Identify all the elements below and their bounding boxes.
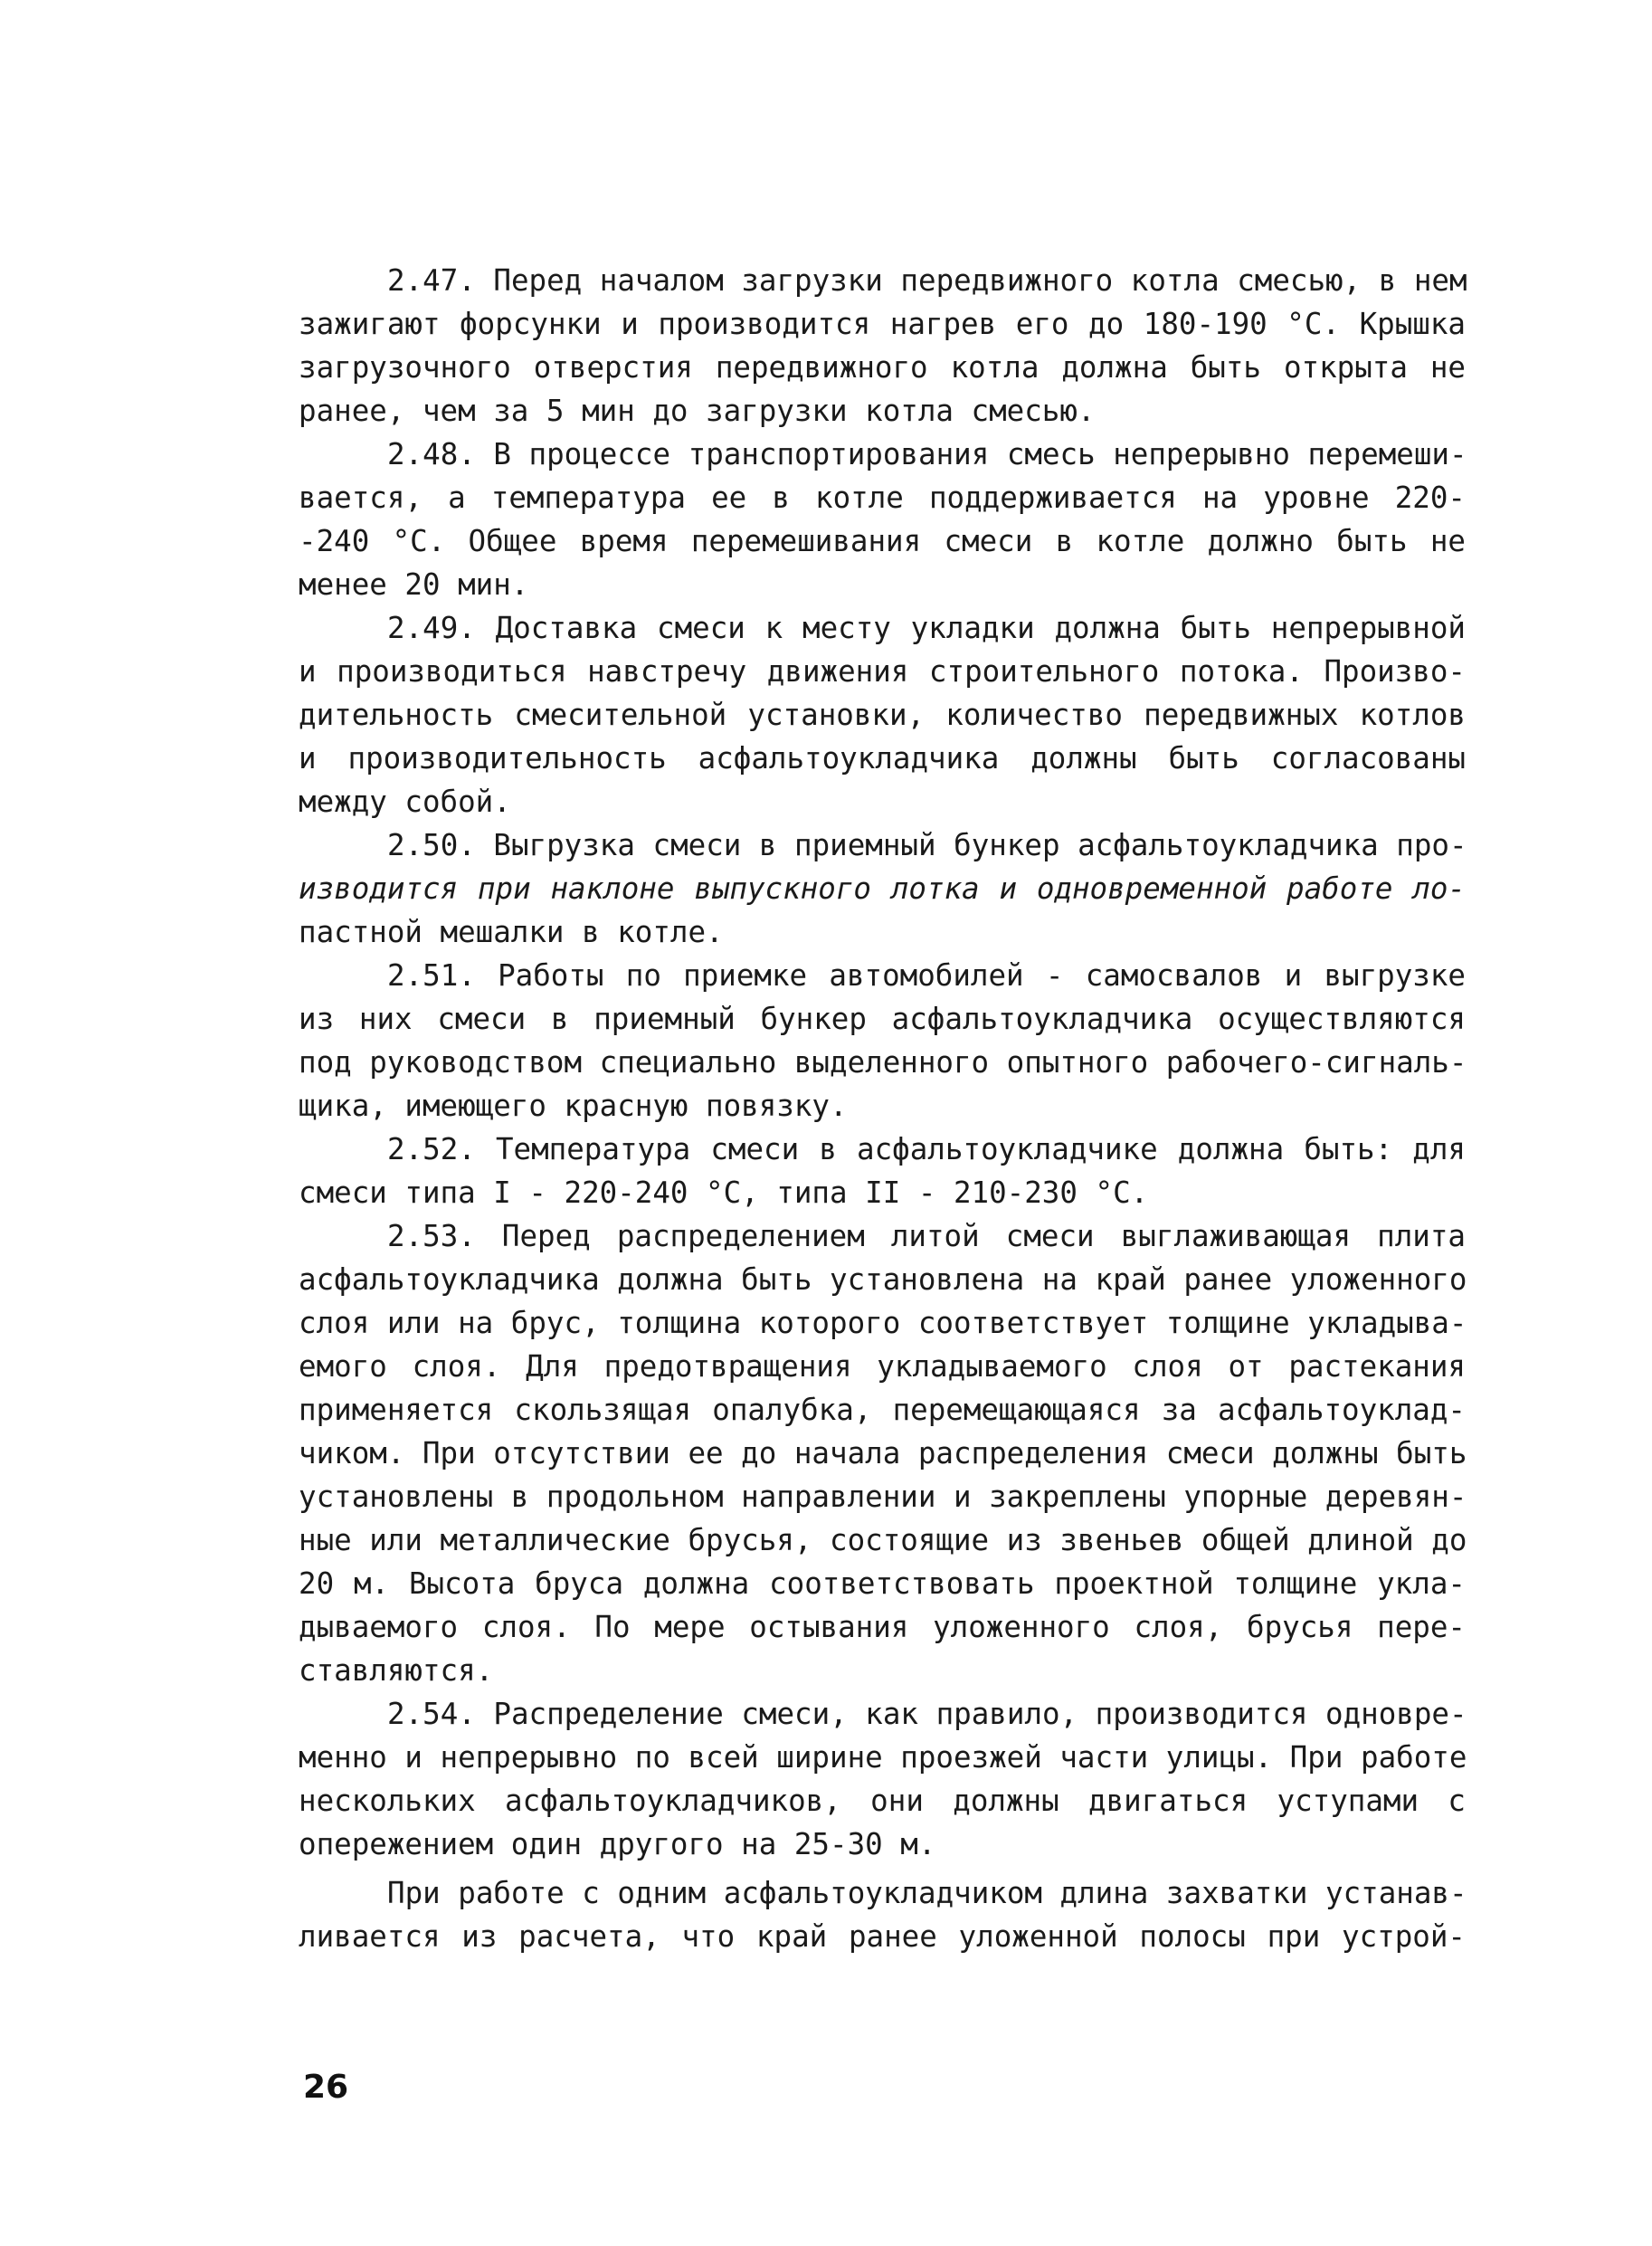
paragraph-2-50 bbox=[299, 823, 1466, 954]
text-line: менее 20 мин. bbox=[299, 567, 529, 602]
text-line: под руководством специально выделенного опытного рабочего-сигналь- bbox=[299, 1045, 1467, 1080]
paragraph-2-49 bbox=[299, 606, 1466, 823]
text-line: 2.50. Выгрузка смеси в приемный бункер асфальтоукладчика про- bbox=[387, 828, 1467, 862]
text-line: 2.53. Перед распределением литой смеси выглаживающая плита bbox=[387, 1219, 1466, 1253]
paragraph-2-54-continuation bbox=[299, 1871, 1466, 1958]
text-line: ные или металлические брусья, состоящие из звеньев общей длиной до bbox=[299, 1523, 1467, 1557]
text-line: установлены в продольном направлении и закреплены упорные деревян- bbox=[299, 1480, 1467, 1514]
page-number: 26 bbox=[303, 2069, 349, 2106]
text-line: дительность смесительной установки, количество передвижных котлов bbox=[299, 698, 1466, 732]
text-line: 2.54. Распределение смеси, как правило, производится одновре- bbox=[387, 1697, 1467, 1731]
text-line: применяется скользящая опалубка, перемещающаяся за асфальтоуклад- bbox=[299, 1393, 1466, 1427]
text-line: нескольких асфальтоукладчиков, они должны двигаться уступами с bbox=[299, 1784, 1466, 1818]
paragraph-2-53 bbox=[299, 1214, 1466, 1692]
text-line: и производиться навстречу движения строительного потока. Произво- bbox=[299, 654, 1466, 689]
text-line: 2.48. В процессе транспортирования смесь непрерывно перемеши- bbox=[387, 437, 1467, 471]
text-line: зажигают форсунки и производится нагрев его до 180-190 °С. Крышка bbox=[299, 307, 1466, 341]
text-line: из них смеси в приемный бункер асфальтоукладчика осуществляются bbox=[299, 1002, 1466, 1036]
text-line: пастной мешалки в котле. bbox=[299, 915, 724, 949]
text-line: 2.49. Доставка смеси к месту укладки должна быть непрерывной bbox=[387, 611, 1466, 645]
text-line: чиком. При отсутствии ее до начала распределения смеси должны быть bbox=[299, 1436, 1467, 1470]
text-line: вается, а температура ее в котле поддерживается на уровне 220- bbox=[299, 481, 1466, 515]
text-line: ставляются. bbox=[299, 1653, 494, 1688]
text-line: между собой. bbox=[299, 785, 511, 819]
text-line: 20 м. Высота бруса должна соответствовать проектной толщине укла- bbox=[299, 1566, 1466, 1601]
document-body bbox=[299, 259, 1466, 1958]
text-line: менно и непрерывно по всей ширине проезжей части улицы. При работе bbox=[299, 1740, 1467, 1775]
text-line: 2.51. Работы по приемке автомобилей - самосвалов и выгрузке bbox=[387, 958, 1466, 993]
text-line: загрузочного отверстия передвижного котла должна быть открыта не bbox=[299, 350, 1466, 385]
text-line: ливается из расчета, что край ранее уложенной полосы при устрой- bbox=[299, 1919, 1466, 1954]
paragraph-2-48 bbox=[299, 433, 1466, 606]
text-line: и производительность асфальтоукладчика должны быть согласованы bbox=[299, 741, 1466, 776]
text-line: -240 °С. Общее время перемешивания смеси в котле должно быть не bbox=[299, 524, 1466, 558]
text-line: 2.52. Температура смеси в асфальтоукладчике должна быть: для bbox=[387, 1132, 1466, 1166]
text-line: ранее, чем за 5 мин до загрузки котла смесью. bbox=[299, 394, 1096, 428]
paragraph-2-47 bbox=[299, 259, 1466, 433]
text-line: смеси типа I - 220-240 °С, типа II - 210-230 °С. bbox=[299, 1175, 1149, 1210]
text-line: опережением один другого на 25-30 м. bbox=[299, 1827, 936, 1861]
paragraph-2-54 bbox=[299, 1692, 1466, 1866]
paragraph-2-52 bbox=[299, 1128, 1466, 1214]
text-line: 2.47. Перед началом загрузки передвижного котла смесью, в нем bbox=[387, 263, 1467, 298]
text-line: изводится при наклоне выпускного лотка и одновременной работе ло- bbox=[299, 871, 1466, 906]
text-line: щика, имеющего красную повязку. bbox=[299, 1089, 848, 1123]
text-line: При работе с одним асфальтоукладчиком длина захватки устанав- bbox=[387, 1876, 1467, 1910]
text-line: асфальтоукладчика должна быть установлена на край ранее уложенного bbox=[299, 1262, 1467, 1297]
text-line: емого слоя. Для предотвращения укладываемого слоя от растекания bbox=[299, 1349, 1466, 1384]
text-line: слоя или на брус, толщина которого соответствует толщине укладыва- bbox=[299, 1306, 1467, 1340]
paragraph-2-51 bbox=[299, 954, 1466, 1128]
text-line: дываемого слоя. По мере остывания уложенного слоя, брусья пере- bbox=[299, 1610, 1466, 1644]
